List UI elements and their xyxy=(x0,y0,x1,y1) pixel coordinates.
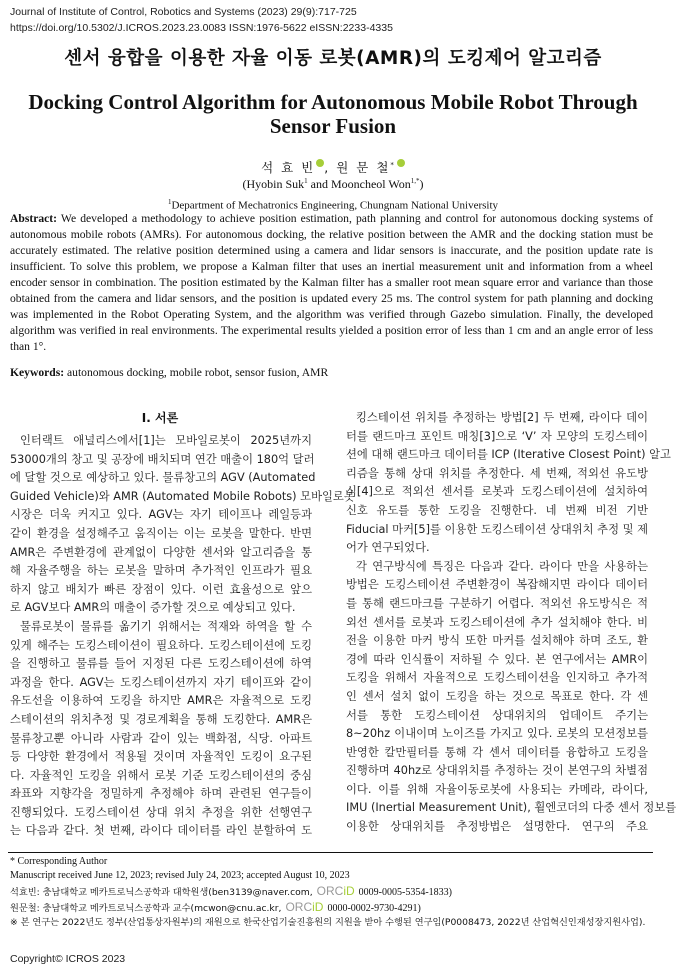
text-line: 로 AGV보다 AMR의 매출이 증가할 것으로 예상되고 있다. xyxy=(10,601,296,615)
doi-issn-line: https://doi.org/10.5302/J.ICROS.2023.23.0083 ISSN:1976-5622 eISSN:2233-4335 xyxy=(10,22,393,34)
orcid-logo-text: ORC xyxy=(285,899,313,914)
text-line: 을 진행하고 물류를 들어 지정된 다른 도킹스테이션에 하역 xyxy=(10,657,312,671)
funding-note: ※ 본 연구는 2022년도 정부(산업통상자원부)의 재원으로 한국산업기술진흥원의 지원을 받아 수행된 연구임(P0008473, 2022년 산업혁신인재성장지원사업). xyxy=(10,917,646,929)
manuscript-dates: Manuscript received June 12, 2023; revised July 24, 2023; accepted August 10, 2023 xyxy=(10,870,350,882)
keywords xyxy=(10,366,328,379)
affiliation xyxy=(0,198,666,212)
corresponding-mark: * xyxy=(390,160,396,169)
orcid-logo-id: iD xyxy=(343,883,355,898)
text-line: 진행되었다. 도킹스테이션 상대 위치 추정을 위한 선행연구 xyxy=(10,805,312,819)
paren-close: ) xyxy=(419,177,424,191)
text-line: 를 통해 랜드마크를 구분하기 어렵다. 적외선 유도방식은 적 xyxy=(346,596,648,610)
text-line: 53000개의 창고 및 공장에 배치되며 연간 매출이 180억 달러 xyxy=(10,452,315,466)
text-line: 유도선을 이용하여 도킹을 하지만 AMR은 자율적으로 도킹 xyxy=(10,694,312,708)
author1-orcid[interactable]: 0009-0005-5354-1833) xyxy=(358,886,452,898)
text-line: 반영한 칼만필터를 통해 각 센서 데이터를 융합하고 도킹을 xyxy=(346,745,648,759)
footnotes xyxy=(10,855,655,930)
text-line: 어가 연구되었다. xyxy=(346,541,430,555)
abstract-text: We developed a methodology to achieve position estimation, path planning and control for autonomous docking systems of autonomous mobile robots (AMRs). For autonomous docking, the relative position between the AMR and the docking station must be accurately estimated. The relative position determined using a camera and lidar sensors is inaccurate, and the position update rate is insufficient. To solve this problem, we propose a Kalman filter that uses an inertial measurement unit and information from a wheel encoder sensor in combination. The position estimated by the Kalman filter has a smaller root mean square error and variance than those obtained from the camera and lidar sensors, and the position is updated every 25 ms. The control system for path planning and docking was implemented in the Robot Operating System, and the algorithm was verified through Gazebo simulation. Finally, the developed algorithm was verified in real environments. The experimental results yielded a position error of less than 1 cm and an angle error of less than 1°. xyxy=(10,212,653,353)
text-line: 방법은 도킹스테이션 주변환경이 복잡해지면 라이다 데이터 xyxy=(346,578,648,592)
author2-korean: 원 문 철 xyxy=(336,160,391,175)
text-line: 이다. 이를 위해 자율이동로봇에 사용되는 카메라, 라이다, xyxy=(346,782,648,796)
english-title: Docking Control Algorithm for Autonomous Mobile Robot Through Sensor Fusion xyxy=(28,90,638,138)
text-line: 인 센서 설치 없이 도킹을 하는 것으로 목표로 한다. 각 센 xyxy=(346,689,648,703)
keywords-label: Keywords: xyxy=(10,366,65,379)
abstract xyxy=(10,211,653,355)
orcid-logo-text: ORC xyxy=(316,883,344,898)
text-line: AMR은 주변환경에 관계없이 다양한 센서와 알고리즘을 통 xyxy=(10,545,312,559)
author1-info: 석효빈: 충남대학교 메카트로닉스공학과 대학원생(ben3139@naver.com, xyxy=(10,886,313,898)
footnote-divider xyxy=(8,852,653,853)
text-line: 인터랙트 애널리스에서[1]는 모바일로봇이 2025년까지 xyxy=(20,434,312,447)
author1-english: (Hyobin Suk xyxy=(242,177,305,191)
authors-english xyxy=(0,177,666,192)
text-line: IMU (Inertial Measurement Unit), 휠엔코더의 다중 센서 정보를 xyxy=(346,801,676,815)
copyright: Copyright© ICROS 2023 xyxy=(10,953,126,965)
orcid-logo[interactable] xyxy=(317,884,355,898)
text-line: 도킹을 위해서 자율적으로 도킹스테이션을 인지하고 추가적 xyxy=(346,671,648,685)
orcid-icon[interactable] xyxy=(397,159,405,167)
author1-sup: 1 xyxy=(304,177,308,185)
author1-korean: 석 효 빈 xyxy=(261,160,316,175)
text-line: 하지 않고 배치가 빠른 장점이 있다. 이런 효율성으로 앞으 xyxy=(10,582,312,596)
text-line: 있게 해주는 도킹스테이션이 필요하다. 도킹스테이션에 도킹 xyxy=(10,638,312,652)
text-line: 이용한 상대위치를 추정방법은 설명한다. 연구의 주요 xyxy=(346,820,648,834)
text-line: 외선 센서를 로봇과 도킹스테이션에 추가 설치해야 한다. 비 xyxy=(346,615,648,629)
author2-english: and Mooncheol Won xyxy=(307,177,411,191)
text-line: 시장은 더욱 커지고 있다. AGV는 자기 테이프나 레일등과 xyxy=(10,508,312,522)
section-heading: I. 서론 xyxy=(141,411,179,425)
text-line: 식[4]으로 적외선 센서를 로봇과 도킹스테이션에 설치하여 xyxy=(346,485,648,499)
author2-info: 원문철: 충남대학교 메카트로닉스공학과 교수(mcwon@cnu.ac.kr, xyxy=(10,902,282,914)
text-line: 에 달할 것으로 예상하고 있다. 물류창고의 AGV (Automated xyxy=(10,471,316,485)
right-column xyxy=(346,409,676,837)
corresponding-author-note: * Corresponding Author xyxy=(10,856,108,867)
text-line: 스테이션의 위치추정 및 경로계획을 통해 도킹한다. AMR은 xyxy=(10,712,312,726)
text-line: 같이 환경을 설정해주고 움직이는 이는 로봇을 말한다. 반면 xyxy=(10,526,312,540)
text-line: 는 다음과 같다. 첫 번째, 라이다 데이터를 라인 분할하여 도 xyxy=(10,824,312,838)
text-line: 경에 따라 인식률이 저하될 수 있다. 본 연구에서는 AMR이 xyxy=(346,652,648,666)
affiliation-sup: 1 xyxy=(167,198,172,206)
text-line: 진행하며 40hz로 상대위치를 추정하는 것이 본연구의 차별점 xyxy=(346,764,648,778)
text-line: 전을 이용한 마커 방식 또한 마커를 설치해야 하며 조도, 환 xyxy=(346,634,648,648)
keywords-text: autonomous docking, mobile robot, sensor fusion, AMR xyxy=(64,366,329,379)
korean-title: 센서 융합을 이용한 자율 이동 로봇(AMR)의 도킹제어 알고리즘 xyxy=(64,48,602,69)
author2-orcid[interactable]: 0000-0002-9730-4291) xyxy=(327,902,421,914)
text-line: 과정을 한다. AGV는 도킹스테이션까지 자기 테이프와 같이 xyxy=(10,675,312,689)
journal-citation: Journal of Institute of Control, Robotics and Systems (2023) 29(9):717-725 xyxy=(10,6,357,18)
author2-footnote xyxy=(10,900,655,916)
text-line: 터를 랜드마크 포인트 매칭[3]으로 ‘V’ 자 모양의 도킹스테이 xyxy=(346,429,648,443)
text-line: Guided Vehicle)와 AMR (Automated Mobile Robots) 모바일로봇 xyxy=(10,489,355,503)
author-separator: , xyxy=(324,160,337,175)
text-line: 다. 자율적인 도킹을 위해서 로봇 기준 도킹스테이션의 중심 xyxy=(10,768,312,782)
author1-footnote xyxy=(10,884,655,900)
text-line: 션에 대해 랜드마크 데이터를 ICP (Iterative Closest Point) 알고 xyxy=(346,448,671,462)
abstract-label: Abstract: xyxy=(10,212,58,225)
text-line: 킹스테이션 위치를 추정하는 방법[2] 두 번째, 라이다 데이 xyxy=(356,411,648,424)
text-line: 리즘을 통해 상대 위치를 추정한다. 세 번째, 적외선 유도방 xyxy=(346,466,648,480)
text-line: 물류로봇이 물류를 옮기기 위해서는 적재와 하역을 할 수 xyxy=(20,619,312,633)
orcid-logo[interactable] xyxy=(285,900,323,914)
text-line: 8~20hz 이내이며 노이즈를 가지고 있다. 로봇의 모션정보를 xyxy=(346,727,648,741)
orcid-logo-id: iD xyxy=(312,899,324,914)
text-line: 신호 유도를 통한 도킹을 진행한다. 네 번째 비전 기반 xyxy=(346,503,648,517)
left-column xyxy=(10,432,355,841)
text-line: 좌표와 지향각을 정밀하게 추정해야 하며 관련된 연구들이 xyxy=(10,787,312,801)
text-line: Fiducial 마커[5]를 이용한 도킹스테이션 상대위치 추정 및 제 xyxy=(346,522,648,536)
text-line: 각 연구방식에 특징은 다음과 같다. 라이다 만을 사용하는 xyxy=(356,559,648,573)
text-line: 등 다양한 환경에서 적용될 것이며 자율적인 도킹이 요구된 xyxy=(10,750,312,764)
text-line: 서를 통한 도킹스테이션 상대위치의 업데이트 주기는 xyxy=(346,708,648,722)
text-line: 해 자율주행을 하는 로봇을 말하며 추가적인 인프라가 필요 xyxy=(10,564,312,578)
authors-korean xyxy=(0,158,666,176)
text-line: 물류창고뿐 아니라 사람과 같이 있는 백화점, 식당. 아파트 xyxy=(10,731,312,745)
affiliation-text: Department of Mechatronics Engineering, Chungnam National University xyxy=(171,199,499,212)
author2-sup: 1,* xyxy=(410,177,420,185)
